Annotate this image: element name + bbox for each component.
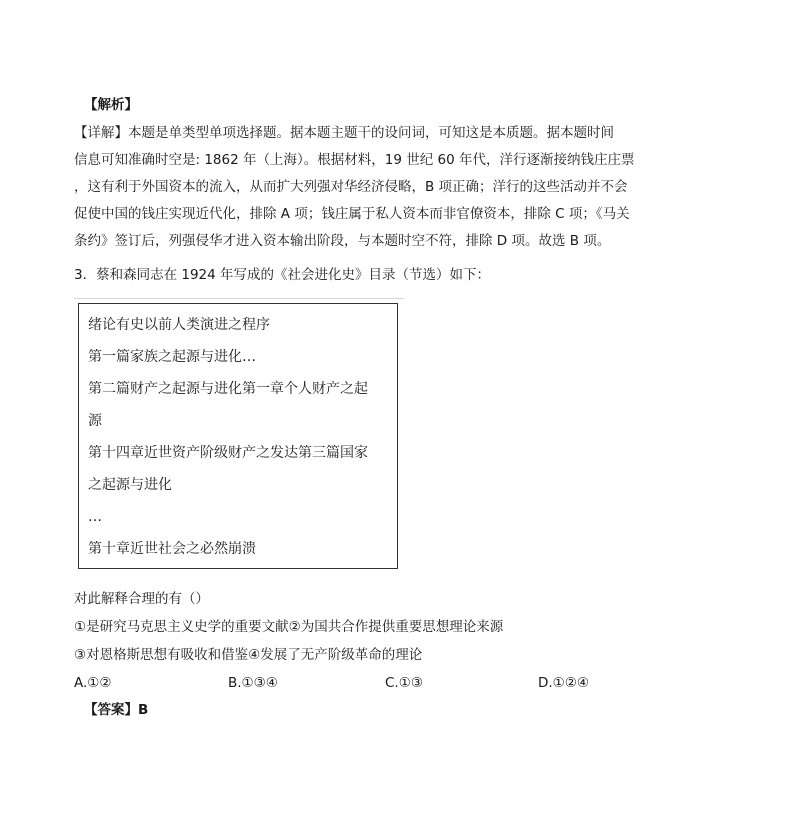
toc-excerpt-box <box>78 303 398 569</box>
toc-line: 第一篇家族之起源与进化… <box>88 349 256 365</box>
statement-line-2: ③对恩格斯思想有吸收和借鉴④发展了无产阶级革命的理论 <box>74 647 423 663</box>
toc-line: 第十章近世社会之必然崩溃 <box>88 541 256 557</box>
analysis-line-4: 促使中国的钱庄实现近代化，排除 A 项；钱庄属于私人资本而非官僚资本，排除 C 项；《马关 <box>74 206 630 222</box>
box-divider <box>74 298 404 299</box>
toc-line: 第十四章近世资产阶级财产之发达第三篇国家 <box>88 445 368 461</box>
analysis-line-3: ，这有利于外国资本的流入，从而扩大列强对华经济侵略，B 项正确；洋行的这些活动并不会 <box>74 179 628 195</box>
statement-line-1: ①是研究马克思主义史学的重要文献②为国共合作提供重要思想理论来源 <box>74 619 504 635</box>
analysis-line-5: 条约》签订后，列强侵华才进入资本输出阶段，与本题时空不符，排除 D 项。故选 B 项。 <box>74 233 611 249</box>
toc-line: 源 <box>88 413 102 429</box>
toc-line: … <box>88 509 102 525</box>
toc-line: 绪论有史以前人类演进之程序 <box>88 317 270 333</box>
toc-line: 之起源与进化 <box>88 477 172 493</box>
question-stem: 3．蔡和森同志在 1924 年写成的《社会进化史》目录（节选）如下： <box>74 267 491 283</box>
option-a: A.①② <box>74 675 112 691</box>
analysis-line-1: 【详解】本题是单类型单项选择题。据本题主题干的设问词，可知这是本质题。据本题时间 <box>74 125 614 141</box>
option-b: B.①③④ <box>228 675 278 691</box>
analysis-heading: 【解析】 <box>84 97 138 113</box>
answer-line: 【答案】B <box>84 702 149 718</box>
question-ask: 对此解释合理的有（） <box>74 591 209 607</box>
option-d: D.①②④ <box>538 675 589 691</box>
option-c: C.①③ <box>385 675 423 691</box>
toc-line: 第二篇财产之起源与进化第一章个人财产之起 <box>88 381 368 397</box>
analysis-line-2: 信息可知准确时空是: 1862 年（上海）。根据材料，19 世纪 60 年代，洋行逐渐接纳钱庄庄票 <box>74 152 635 168</box>
